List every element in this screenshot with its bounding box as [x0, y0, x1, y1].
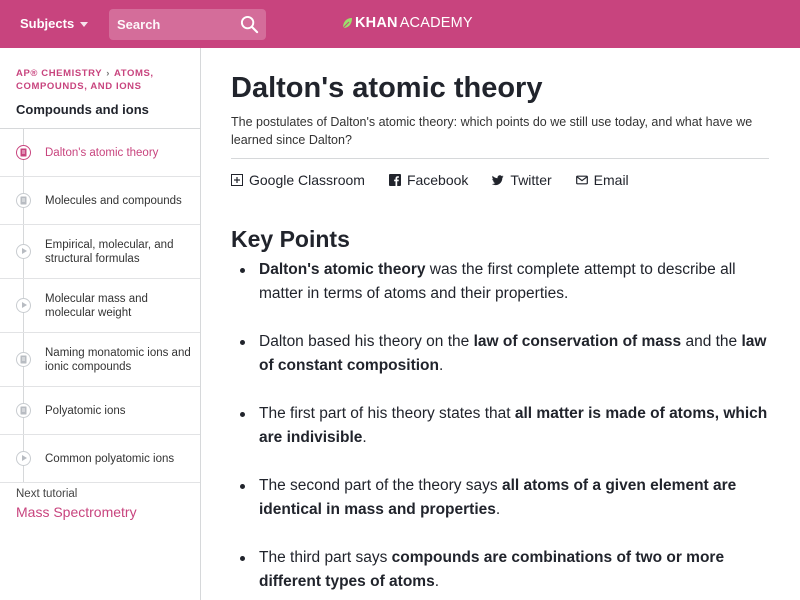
page-title: Dalton's atomic theory: [231, 72, 543, 104]
lesson-label: Empirical, molecular, and structural formulas: [45, 238, 174, 265]
key-points-heading: Key Points: [231, 226, 350, 252]
key-point-text: The first part of his theory states that: [259, 405, 515, 422]
top-navigation-bar: [0, 0, 800, 48]
search-input[interactable]: [109, 9, 239, 40]
next-tutorial-link[interactable]: Mass Spectrometry: [16, 504, 137, 520]
breadcrumb-unit-link[interactable]: ATOMS, COMPOUNDS, AND IONS: [16, 68, 154, 92]
key-point-emphasis: Dalton's atomic theory: [259, 261, 426, 278]
lesson-item-empirical-molecular-structural-formulas[interactable]: [0, 225, 200, 279]
lesson-label: Dalton's atomic theory: [45, 146, 159, 159]
bullet-dot: [240, 556, 245, 561]
lesson-item-naming-monatomic-ions[interactable]: [0, 333, 200, 387]
key-point-emphasis: compounds are combinations of two or more different types of atoms: [259, 549, 725, 590]
key-point-text: .: [434, 573, 440, 590]
share-google-classroom-button[interactable]: [231, 172, 365, 188]
key-point-text: was the first complete attempt to describe all matter in terms of atoms and their properties.: [259, 261, 736, 302]
video-play-icon: [16, 298, 31, 313]
lesson-item-polyatomic-ions[interactable]: [0, 387, 200, 435]
key-point-text: The second part of the theory says: [259, 477, 502, 494]
share-label: Email: [593, 172, 629, 188]
sidebar: [0, 48, 201, 600]
article-icon: [16, 145, 31, 160]
search-box[interactable]: [109, 9, 266, 40]
lesson-label: Molecules and compounds: [45, 194, 182, 207]
unit-title: Compounds and ions: [16, 102, 149, 117]
share-label: Twitter: [510, 172, 552, 188]
key-point-emphasis: all matter is made of atoms, which are indivisible: [259, 405, 768, 446]
logo-academy: ACADEMY: [399, 15, 473, 31]
video-play-icon: [16, 244, 31, 259]
lesson-item-common-polyatomic-ions[interactable]: [0, 435, 200, 483]
article-icon: [16, 193, 31, 208]
next-tutorial-label: Next tutorial: [16, 488, 78, 500]
key-points-list: [231, 258, 771, 600]
google-classroom-icon: [231, 174, 243, 186]
share-facebook-button[interactable]: [389, 172, 468, 188]
twitter-icon: [492, 174, 504, 186]
bullet-dot: [240, 412, 245, 417]
lesson-label: Naming monatomic ions and ionic compounds: [45, 346, 191, 373]
breadcrumb: [16, 67, 196, 93]
key-point-item: [231, 546, 771, 594]
breadcrumb-course-link[interactable]: AP® CHEMISTRY: [16, 68, 103, 79]
article-description: The postulates of Dalton's atomic theory: which points do we still use today, and what have we learned since Dalton?: [231, 115, 753, 147]
share-label: Facebook: [406, 172, 469, 188]
caret-down-icon: [80, 22, 88, 27]
subjects-menu-button[interactable]: [20, 16, 88, 31]
facebook-icon: [389, 174, 401, 186]
lesson-label: Molecular mass and molecular weight: [45, 292, 148, 319]
key-point-item: [231, 402, 771, 450]
email-icon: [576, 174, 588, 186]
share-twitter-button[interactable]: [492, 172, 551, 188]
key-point-text: Dalton based his theory on the: [259, 333, 474, 350]
bullet-dot: [240, 340, 245, 345]
lesson-item-daltons-atomic-theory[interactable]: [0, 129, 200, 177]
video-play-icon: [16, 451, 31, 466]
share-bar: [231, 172, 629, 188]
key-point-item: [231, 258, 771, 306]
share-label: Google Classroom: [249, 172, 365, 188]
key-point-emphasis: law of conservation of mass: [473, 333, 682, 350]
key-point-text: .: [362, 429, 367, 446]
key-point-text: The third part says: [259, 549, 392, 566]
lesson-item-molecular-mass-and-weight[interactable]: [0, 279, 200, 333]
khan-academy-logo[interactable]: [342, 15, 473, 31]
key-point-emphasis: law of constant composition: [259, 333, 767, 374]
article-icon: [16, 403, 31, 418]
breadcrumb-separator: ›: [106, 68, 110, 79]
key-point-text: and the: [681, 333, 742, 350]
key-point-text: .: [438, 357, 444, 374]
share-email-button[interactable]: [576, 172, 629, 188]
lesson-label: Common polyatomic ions: [45, 452, 175, 465]
divider: [231, 158, 769, 159]
search-icon[interactable]: [240, 15, 259, 34]
logo-khan: KHAN: [355, 15, 398, 31]
key-point-item: [231, 330, 771, 378]
subjects-label: Subjects: [20, 16, 75, 31]
leaf-icon: [342, 17, 353, 29]
key-point-text: .: [495, 501, 501, 518]
lesson-label: Polyatomic ions: [45, 404, 126, 417]
article-icon: [16, 352, 31, 367]
lesson-item-molecules-and-compounds[interactable]: [0, 177, 200, 225]
key-point-emphasis: all atoms of a given element are identical in mass and properties: [259, 477, 737, 518]
bullet-dot: [240, 268, 245, 273]
key-point-item: [231, 474, 771, 522]
bullet-dot: [240, 484, 245, 489]
lesson-list: [0, 129, 200, 483]
